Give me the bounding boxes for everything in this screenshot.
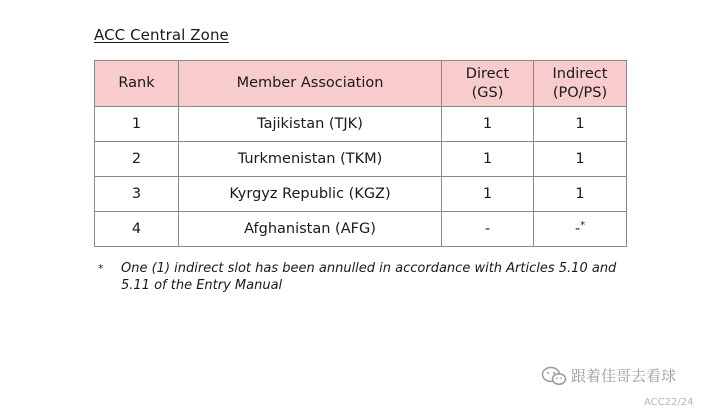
header-direct-line1: Direct	[465, 65, 510, 82]
footnote-marker: *	[580, 220, 586, 231]
member-cell: Tajikistan (TJK)	[179, 107, 442, 142]
indirect-cell	[534, 107, 627, 142]
header-rank: Rank	[95, 61, 179, 107]
table-row	[95, 212, 627, 247]
section-heading: ACC Central Zone	[94, 26, 229, 44]
footnote-text: One (1) indirect slot has been annulled in accordance with Articles 5.10 and 5.11 of the Entry Manual	[121, 261, 617, 293]
rank-cell: 1	[95, 107, 179, 142]
rank-cell: 4	[95, 212, 179, 247]
direct-cell: -	[442, 212, 534, 247]
watermark-text: 跟着佳哥去看球	[571, 367, 677, 385]
indirect-cell	[534, 212, 627, 247]
indirect-value: 1	[575, 151, 585, 167]
direct-cell: 1	[442, 107, 534, 142]
direct-cell: 1	[442, 177, 534, 212]
member-cell: Kyrgyz Republic (KGZ)	[179, 177, 442, 212]
slot-allocation-table	[94, 60, 627, 247]
header-indirect-line1: Indirect	[552, 65, 608, 82]
table-row	[95, 107, 627, 142]
wechat-icon	[541, 366, 567, 386]
header-direct-line2: (GS)	[471, 84, 504, 101]
table-header-row	[95, 61, 627, 107]
indirect-cell	[534, 177, 627, 212]
header-member-association: Member Association	[179, 61, 442, 107]
rank-cell: 3	[95, 177, 179, 212]
rank-cell: 2	[95, 142, 179, 177]
footer-page-code: ACC22/24	[644, 397, 694, 408]
direct-cell: 1	[442, 142, 534, 177]
footnote-asterisk: *	[98, 262, 104, 275]
header-direct	[442, 61, 534, 107]
table-row	[95, 142, 627, 177]
header-indirect	[534, 61, 627, 107]
indirect-value: -	[574, 221, 581, 237]
table-row	[95, 177, 627, 212]
member-cell: Afghanistan (AFG)	[179, 212, 442, 247]
header-indirect-line2: (PO/PS)	[552, 84, 608, 101]
indirect-cell	[534, 142, 627, 177]
member-cell: Turkmenistan (TKM)	[179, 142, 442, 177]
indirect-value: 1	[575, 186, 585, 202]
watermark	[541, 365, 676, 386]
indirect-value: 1	[575, 116, 585, 132]
